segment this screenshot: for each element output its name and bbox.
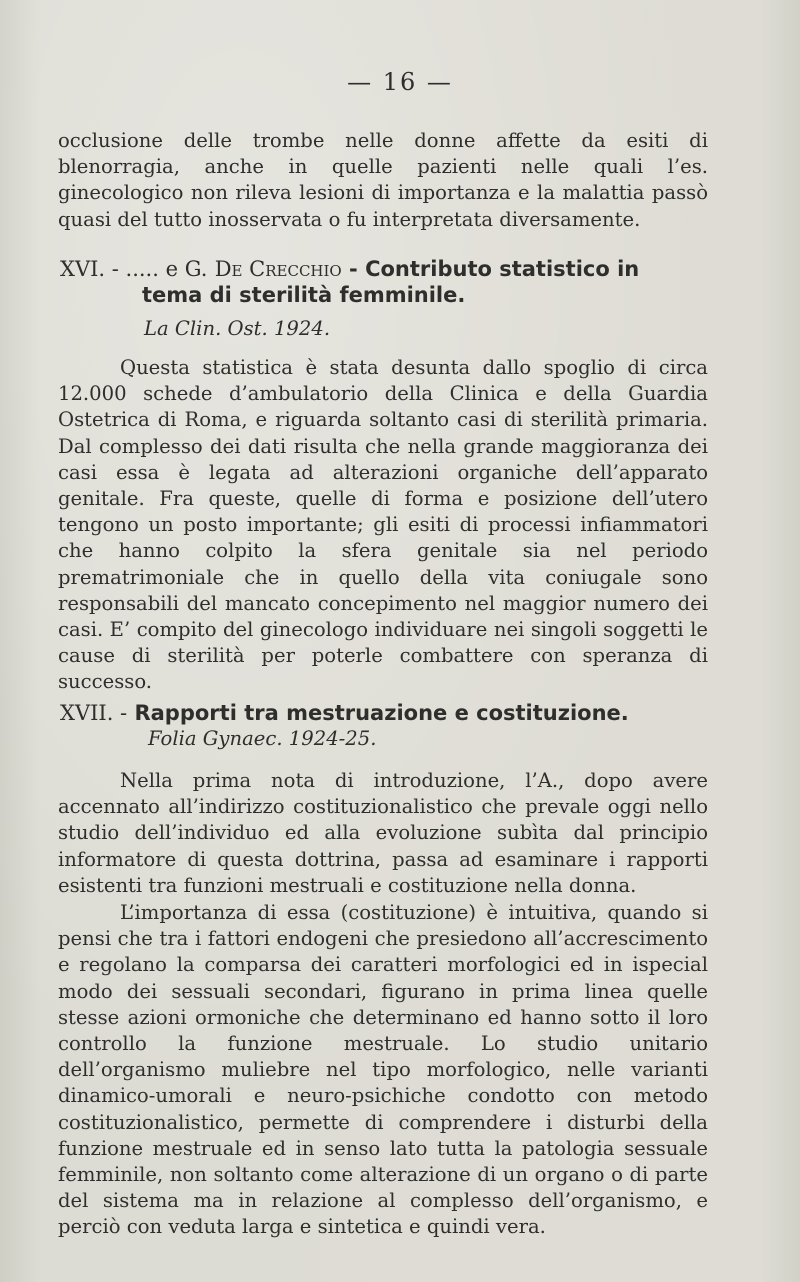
entry-xvi-author: De Crecchio (214, 257, 342, 281)
entry-xvii-number: XVII. - (60, 701, 128, 725)
entry-xvi-number: XVI. - ..... e G. (60, 257, 208, 281)
entry-xvii-title: Rapporti tra mestruazione e costituzione. (134, 701, 629, 725)
opening-paragraph: occlusione delle trombe nelle donne affette da esiti di blenorragia, anche in quelle pazienti nelle quali l’es. ginecologico non rileva lesioni di importanza e la malattia passò quasi del tutto inosservata o fu interpretata diversamente. (58, 129, 708, 231)
entry-xvi-title-line2: tema di sterilità femminile. (142, 283, 466, 307)
entry-xvi-title-line1: - Contributo statistico in (349, 257, 640, 281)
entry-xvi-heading (60, 256, 720, 308)
entry-xvi-paragraph: Questa statistica è stata desunta dallo spoglio di circa 12.000 schede d’ambulatorio della Clinica e della Guardia Ostetrica di Roma, e riguarda soltanto casi di sterilità primaria. Dal complesso dei dati risulta che nella grande maggioranza dei casi essa è legata ad alterazioni organiche dell’apparato genitale. Fra queste, quelle di forma e posizione dell’utero tengono un posto importante; gli esiti di processi infiammatori che hanno colpito la sfera genitale sia nel periodo prematrimoniale che in quello della vita coniugale sono responsabili del mancato concepimento nel maggior numero dei casi. E’ compito del ginecologo individuare nei singoli soggetti le cause di sterilità per poterle combattere con speranza di successo. (58, 356, 708, 694)
entry-xvii-heading (60, 700, 720, 726)
entry-xvii-paragraph-1: Nella prima nota di introduzione, l’A., dopo avere accennato all’indirizzo costituzionalistico che prevale oggi nello studio dell’individuo ed alla evoluzione subìta dal principio informatore di questa dottrina, passa ad esaminare i rapporti esistenti tra funzioni mestruali e costituzione nella donna. (58, 769, 708, 897)
entry-xvii-paragraph-2: L’importanza di essa (costituzione) è intuitiva, quando si pensi che tra i fattori endogeni che presiedono all’accrescimento e regolano la comparsa dei caratteri morfologici ed in ispecial modo dei sessuali secondari, figurano in prima linea quelle stesse azioni ormoniche che determinano ed hanno sotto il loro controllo la funzione mestruale. Lo studio unitario dell’organismo muliebre nel tipo morfologico, nelle varianti dinamico-umorali e neuro-psichiche condotto con metodo costituzionalistico, permette di comprendere i disturbi della funzione mestruale ed in senso lato tutta la patologia sessuale femminile, non soltanto come alterazione di un organo o di parte del sistema ma in relazione al complesso dell’organismo, e perciò con veduta larga e sintetica e quindi vera. (58, 901, 708, 1239)
entry-xvi-source: La Clin. Ost. 1924. (144, 317, 331, 340)
entry-xvii-source: Folia Gynaec. 1924-25. (148, 727, 377, 750)
page-number: — 16 — (347, 68, 453, 96)
